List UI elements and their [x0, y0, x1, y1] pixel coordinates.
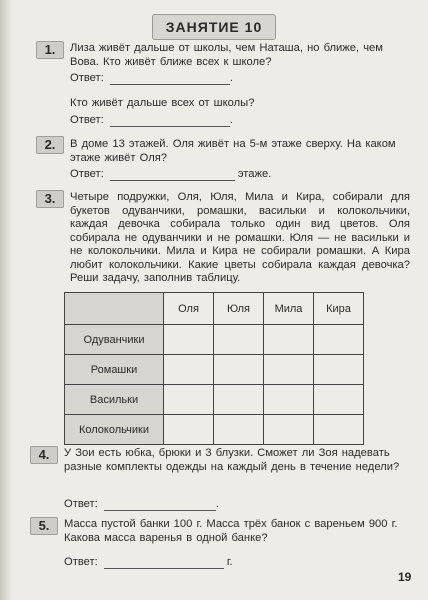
- row-header: Васильки: [65, 385, 164, 415]
- table-cell[interactable]: [264, 325, 314, 355]
- table-cell[interactable]: [314, 355, 364, 385]
- table-cell[interactable]: [214, 325, 264, 355]
- answer-line[interactable]: [110, 170, 235, 181]
- answer-line[interactable]: [110, 74, 230, 85]
- column-header: Юля: [214, 293, 264, 325]
- answer-label: Ответ:: [64, 556, 98, 568]
- table-cell[interactable]: [314, 325, 364, 355]
- answer-label: Ответ:: [70, 114, 104, 126]
- task-2-answer: [70, 168, 271, 181]
- task-5-text: Масса пустой банки 100 г. Масса трёх банок с вареньем 900 г. Какова масса варенья в одной банке?: [64, 518, 398, 544]
- table-header-row: [65, 293, 364, 325]
- solution-table: [64, 292, 364, 445]
- table-row: [65, 385, 364, 415]
- answer-line[interactable]: [104, 558, 224, 569]
- answer-label: Ответ:: [64, 498, 98, 510]
- task-1-answer-1: Ответ: .: [70, 72, 233, 84]
- row-header: Колокольчики: [65, 415, 164, 445]
- column-header: Мила: [264, 293, 314, 325]
- task-1-answer-2: Ответ: .: [70, 114, 233, 126]
- table-cell[interactable]: [214, 355, 264, 385]
- row-header: Ромашки: [65, 355, 164, 385]
- page-number: 19: [398, 570, 412, 584]
- answer-suffix: этаже.: [237, 168, 272, 180]
- task-4-text: У Зои есть юбка, брюки и 3 блузки. Сможет ли Зоя надевать разные комплекты одежды на каждый день в течение недели?: [64, 447, 400, 473]
- answer-suffix: г.: [226, 556, 233, 568]
- table-cell[interactable]: [214, 385, 264, 415]
- lesson-title: ЗАНЯТИЕ 10: [152, 14, 276, 40]
- task-2-text: В доме 13 этажей. Оля живёт на 5-м этаже сверху. На каком этаже живёт Оля?: [70, 138, 396, 164]
- task-3-number: 3.: [36, 190, 64, 208]
- answer-label: Ответ:: [70, 72, 104, 84]
- task-3-text: Четыре подружки, Оля, Юля, Мила и Кира, собирали для букетов одуванчики, ромашки, васильки и колокольчики, каждая девочка собирала только один вид цветов. Оля собирала не одуванчики и не ромашки. Юля — не васильки и не колокольчики. Мила и Кира не собирали ромашки. А Кира любит колокольчики. Какие цветы собирала каждая девочка? Реши задачу, заполнив таблицу.: [70, 191, 410, 284]
- table-cell[interactable]: [164, 385, 214, 415]
- table-cell[interactable]: [164, 325, 214, 355]
- table-row: [65, 415, 364, 445]
- task-4-answer: Ответ: .: [64, 498, 219, 510]
- task-4-number: 4.: [30, 446, 58, 464]
- column-header: Оля: [164, 293, 214, 325]
- answer-label: Ответ:: [70, 168, 104, 180]
- table-cell[interactable]: [314, 385, 364, 415]
- answer-line[interactable]: [104, 500, 216, 511]
- table-cell[interactable]: [164, 415, 214, 445]
- task-5-number: 5.: [30, 517, 58, 535]
- column-header: Кира: [314, 293, 364, 325]
- table-corner-cell: [65, 293, 164, 325]
- row-header: Одуванчики: [65, 325, 164, 355]
- table-cell[interactable]: [314, 415, 364, 445]
- table-cell[interactable]: [214, 415, 264, 445]
- table-cell[interactable]: [164, 355, 214, 385]
- table-row: [65, 355, 364, 385]
- task-5-answer: [64, 556, 233, 569]
- task-2-number: 2.: [36, 136, 64, 154]
- table-row: [65, 325, 364, 355]
- table-cell[interactable]: [264, 415, 314, 445]
- task-1-number: 1.: [36, 41, 64, 59]
- table-cell[interactable]: [264, 385, 314, 415]
- page-gutter-shadow: [0, 0, 12, 600]
- task-1-text: Лиза живёт дальше от школы, чем Наташа, но ближе, чем Вова. Кто живёт ближе всех к школе?: [70, 42, 383, 68]
- task-1-question-2: Кто живёт дальше всех от школы?: [70, 97, 255, 109]
- answer-line[interactable]: [110, 116, 230, 127]
- table-cell[interactable]: [264, 355, 314, 385]
